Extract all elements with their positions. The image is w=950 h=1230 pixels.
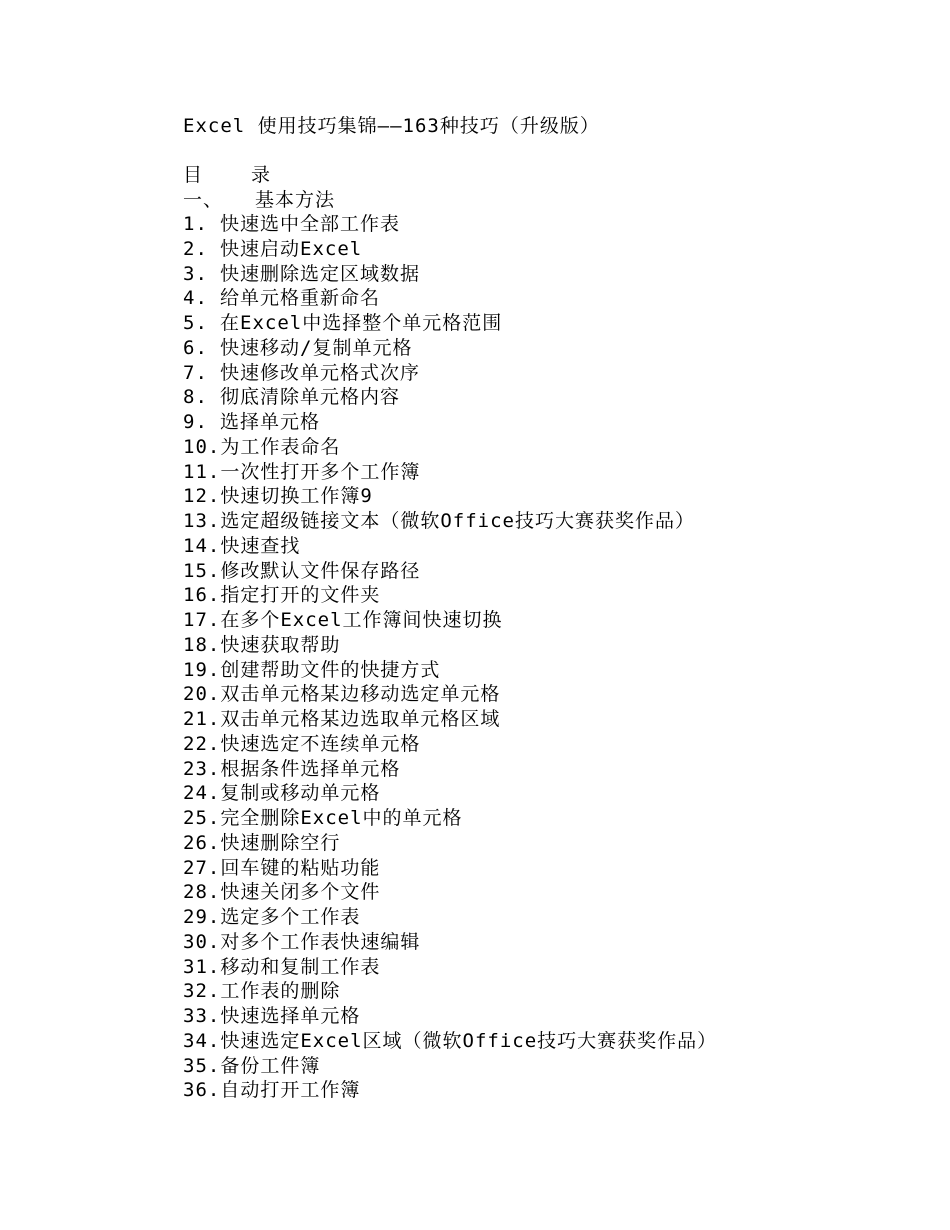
toc-item-number: 1. [183,213,208,235]
toc-item-label: 指定打开的文件夹 [220,584,381,607]
toc-item [183,262,903,287]
toc-item-number: 34. [183,1029,221,1052]
toc-item-label: 自动打开工作簿 [220,1079,361,1102]
toc-item [183,905,903,930]
toc-item-number: 7. [183,361,208,384]
toc-item-number: 26. [183,831,221,854]
toc-item-number: 19. [183,658,221,681]
toc-item [183,658,903,683]
toc-item-number: 14. [183,534,221,557]
toc-item [183,212,903,237]
toc-item [183,1054,903,1079]
toc-item [183,385,903,410]
toc-item-number: 8. [183,386,208,409]
toc-item-number: 30. [183,930,221,953]
toc-item [183,979,903,1004]
toc-item-label: 快速删除选定区域数据 [220,262,421,285]
toc-item-number: 16. [183,584,221,607]
toc-item-label: 给单元格重新命名 [220,287,381,310]
toc-item-number: 15. [183,559,221,582]
toc-item-label: 双击单元格某边移动选定单元格 [220,683,501,706]
toc-item [183,336,903,361]
toc-item-label: 备份工件簿 [220,1054,321,1077]
toc-item [183,806,903,831]
toc-item-number: 33. [183,1005,221,1027]
toc-item-number: 3. [183,262,208,285]
toc-item [183,707,903,732]
toc-heading [183,163,903,188]
toc-item [183,410,903,435]
toc-item [183,633,903,658]
toc-item-number: 24. [183,782,221,805]
toc-item-number: 36. [183,1079,221,1102]
toc-item [183,880,903,905]
toc-item-label: 选定超级链接文本（微软Office技巧大赛获奖作品） [220,510,695,532]
toc-item-label: 快速切换工作簿9 [220,485,373,508]
toc-item-label: 修改默认文件保存路径 [220,559,421,582]
toc-item-label: 快速删除空行 [220,831,341,854]
toc-item-label: 在Excel中选择整个单元格范围 [220,312,503,334]
toc-item-number: 5. [183,312,208,334]
toc-item [183,237,903,262]
toc-item-number: 17. [183,609,221,631]
toc-item-number: 20. [183,683,221,706]
toc-item [183,435,903,460]
toc-list [183,212,903,1103]
toc-item [183,732,903,757]
toc-item-label: 快速选定Excel区域（微软Office技巧大赛获奖作品） [220,1029,718,1052]
toc-item-number: 22. [183,732,221,755]
toc-item-number: 6. [183,336,208,359]
toc-item-label: 一次性打开多个工作簿 [220,460,421,483]
toc-item-number: 35. [183,1054,221,1077]
toc-item [183,608,903,633]
toc-item-label: 复制或移动单元格 [220,782,381,805]
toc-item [183,509,903,534]
title-spacer [183,140,903,163]
toc-item-label: 快速移动/复制单元格 [220,336,413,359]
toc-item [183,484,903,509]
toc-item-label: 快速选中全部工作表 [220,213,401,235]
toc-item-number: 2. [183,237,208,260]
toc-item [183,361,903,386]
toc-item-label: 快速选择单元格 [220,1005,361,1027]
toc-item-label: 快速修改单元格式次序 [220,361,421,384]
toc-heading-char-2: 录 [251,164,272,186]
toc-item [183,583,903,608]
toc-item-number: 21. [183,708,221,730]
toc-item-number: 10. [183,435,221,458]
toc-item [183,930,903,955]
toc-item-number: 29. [183,906,221,928]
toc-item [183,682,903,707]
toc-item-label: 选定多个工作表 [220,906,361,928]
toc-item-number: 18. [183,633,221,656]
toc-item [183,559,903,584]
section-label: 基本方法 [255,189,336,211]
toc-item [183,1078,903,1103]
toc-item-number: 25. [183,807,221,829]
toc-item-label: 快速关闭多个文件 [220,881,381,904]
toc-item-label: 双击单元格某边选取单元格区域 [220,708,501,730]
document-title: Excel 使用技巧集锦——163种技巧（升级版） [183,115,600,137]
toc-item [183,1029,903,1054]
toc-item-number: 11. [183,460,221,483]
toc-item-label: 完全删除Excel中的单元格 [220,807,463,829]
toc-item-label: 彻底清除单元格内容 [220,386,401,409]
toc-item-label: 在多个Excel工作簿间快速切换 [220,609,503,631]
toc-item [183,757,903,782]
toc-item-label: 工作表的删除 [220,980,341,1003]
section-number: 一、 [183,189,224,211]
toc-item-label: 回车键的粘贴功能 [220,856,381,879]
toc-item-label: 选择单元格 [220,411,321,433]
toc-item-label: 快速获取帮助 [220,633,341,656]
toc-item-label: 快速选定不连续单元格 [220,732,421,755]
toc-item-number: 28. [183,881,221,904]
toc-item-label: 快速查找 [220,534,301,557]
toc-item-number: 4. [183,287,208,310]
toc-item-label: 对多个工作表快速编辑 [220,930,421,953]
toc-item-number: 12. [183,485,221,508]
toc-item-number: 31. [183,955,221,978]
document-content [183,113,903,1103]
toc-item-number: 23. [183,757,221,780]
toc-item-label: 快速启动Excel [220,237,363,260]
toc-item [183,311,903,336]
toc-item [183,955,903,980]
toc-item [183,1004,903,1029]
toc-item-label: 移动和复制工作表 [220,955,381,978]
toc-heading-char-1: 目 [183,164,204,186]
toc-item-number: 32. [183,980,221,1003]
toc-item [183,460,903,485]
toc-item [183,781,903,806]
section-heading [183,188,903,212]
toc-item [183,831,903,856]
toc-item-number: 13. [183,510,221,532]
toc-item-number: 27. [183,856,221,879]
toc-item [183,286,903,311]
toc-item-label: 根据条件选择单元格 [220,757,401,780]
toc-item-label: 创建帮助文件的快捷方式 [220,658,441,681]
toc-item-number: 9. [183,411,208,433]
toc-item [183,856,903,881]
toc-item-label: 为工作表命名 [220,435,341,458]
toc-item [183,534,903,559]
